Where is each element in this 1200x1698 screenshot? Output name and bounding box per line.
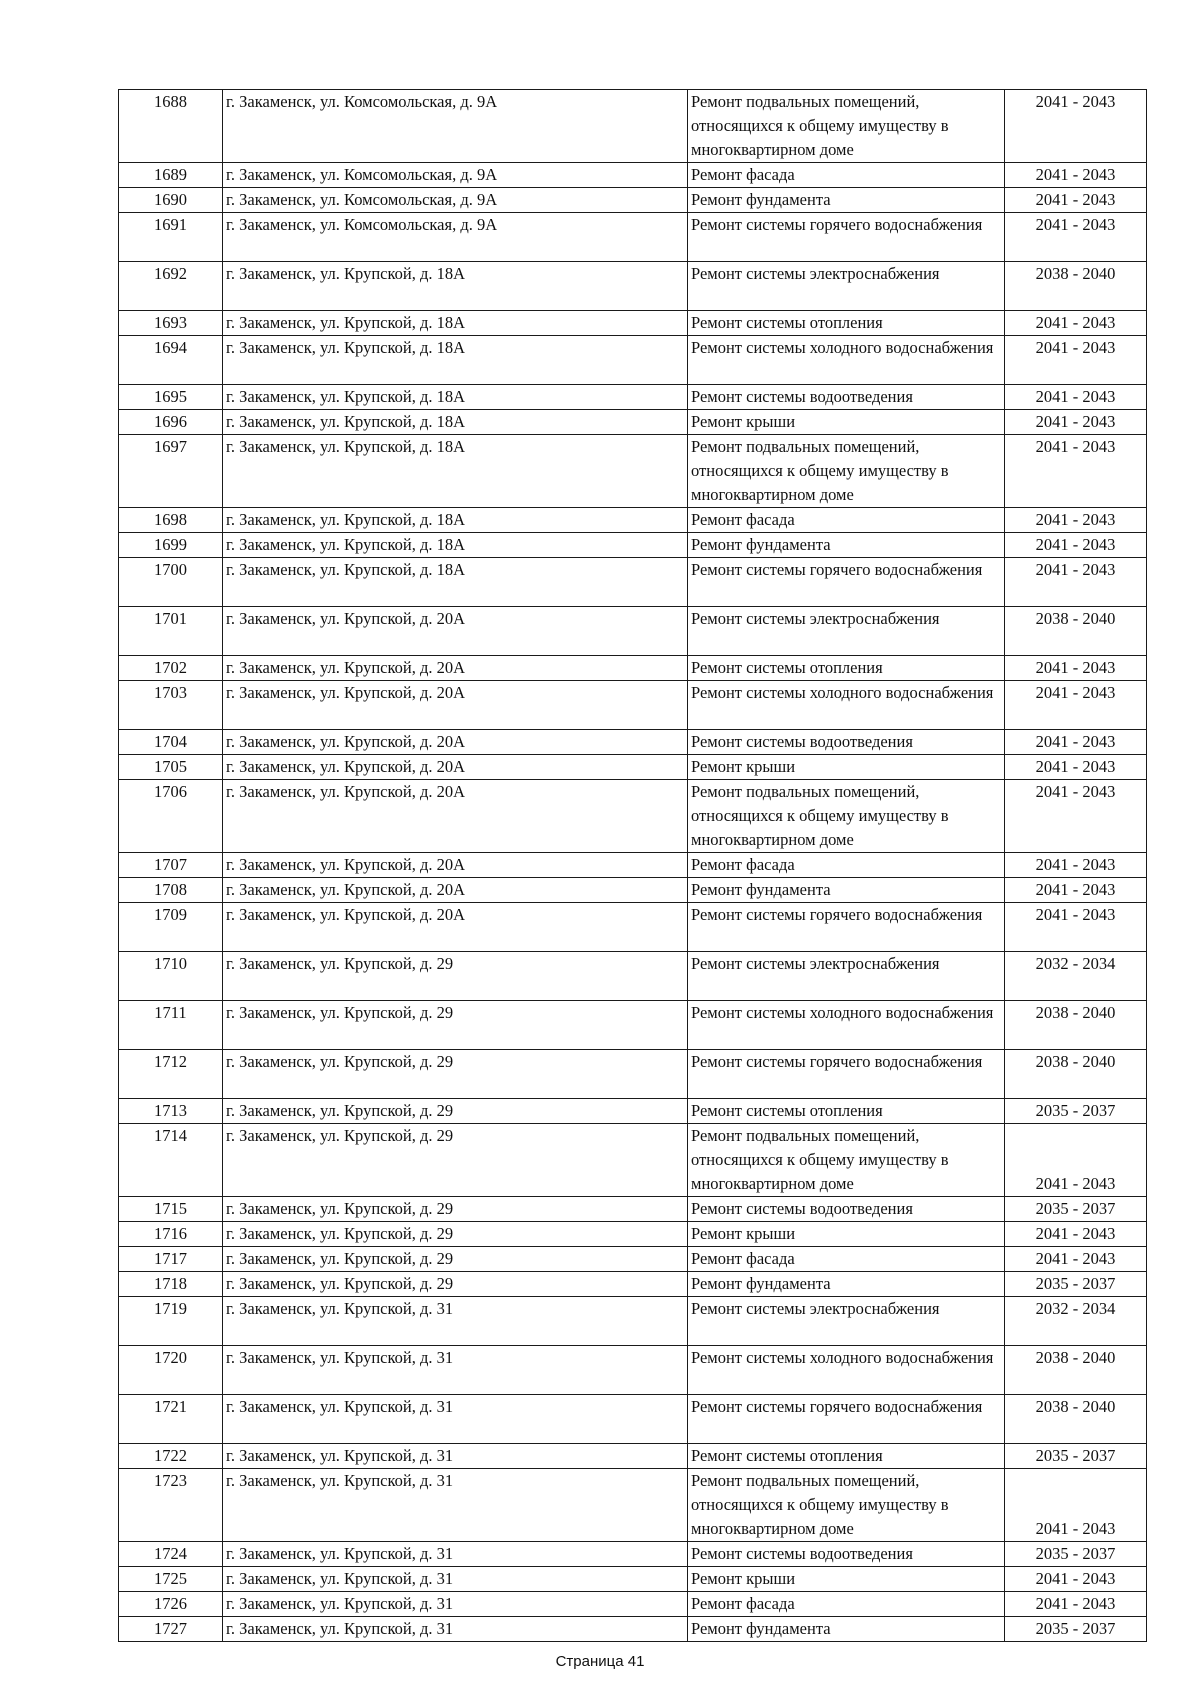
row-address: г. Закаменск, ул. Крупской, д. 31 [223, 1395, 688, 1444]
row-number: 1726 [119, 1592, 223, 1617]
row-period: 2035 - 2037 [1005, 1099, 1147, 1124]
row-address: г. Закаменск, ул. Крупской, д. 18А [223, 385, 688, 410]
row-work-type: Ремонт крыши [688, 1567, 1005, 1592]
row-address: г. Закаменск, ул. Крупской, д. 29 [223, 1001, 688, 1050]
row-work-type: Ремонт системы горячего водоснабжения [688, 213, 1005, 262]
row-work-type: Ремонт системы холодного водоснабжения [688, 336, 1005, 385]
table-row [119, 262, 1147, 311]
row-work-type: Ремонт фундамента [688, 533, 1005, 558]
table-row [119, 336, 1147, 385]
row-number: 1725 [119, 1567, 223, 1592]
row-number: 1720 [119, 1346, 223, 1395]
row-work-type: Ремонт системы электроснабжения [688, 952, 1005, 1001]
row-number: 1709 [119, 903, 223, 952]
row-period: 2035 - 2037 [1005, 1197, 1147, 1222]
row-work-type: Ремонт фасада [688, 508, 1005, 533]
row-period: 2041 - 2043 [1005, 1247, 1147, 1272]
table-row [119, 1222, 1147, 1247]
row-address: г. Закаменск, ул. Крупской, д. 20А [223, 755, 688, 780]
row-number: 1717 [119, 1247, 223, 1272]
row-number: 1719 [119, 1297, 223, 1346]
row-work-type: Ремонт системы горячего водоснабжения [688, 558, 1005, 607]
row-address: г. Закаменск, ул. Крупской, д. 20А [223, 730, 688, 755]
row-work-type: Ремонт фундамента [688, 878, 1005, 903]
table-row [119, 213, 1147, 262]
row-work-type: Ремонт подвальных помещений, относящихся к общему имуществу в многоквартирном доме [688, 780, 1005, 853]
row-number: 1690 [119, 188, 223, 213]
row-number: 1694 [119, 336, 223, 385]
row-period: 2038 - 2040 [1005, 1001, 1147, 1050]
row-number: 1695 [119, 385, 223, 410]
row-address: г. Закаменск, ул. Крупской, д. 20А [223, 607, 688, 656]
table-row [119, 1050, 1147, 1099]
row-work-type: Ремонт системы холодного водоснабжения [688, 1001, 1005, 1050]
row-work-type: Ремонт системы отопления [688, 1444, 1005, 1469]
table-row [119, 681, 1147, 730]
row-period: 2035 - 2037 [1005, 1617, 1147, 1642]
row-work-type: Ремонт крыши [688, 755, 1005, 780]
row-period: 2041 - 2043 [1005, 878, 1147, 903]
row-work-type: Ремонт крыши [688, 1222, 1005, 1247]
row-work-type: Ремонт системы отопления [688, 656, 1005, 681]
row-period: 2041 - 2043 [1005, 311, 1147, 336]
table-row [119, 1346, 1147, 1395]
row-address: г. Закаменск, ул. Комсомольская, д. 9А [223, 90, 688, 163]
table-row [119, 188, 1147, 213]
table-row [119, 1567, 1147, 1592]
table-row [119, 90, 1147, 163]
row-address: г. Закаменск, ул. Крупской, д. 31 [223, 1567, 688, 1592]
row-work-type: Ремонт системы электроснабжения [688, 607, 1005, 656]
row-period: 2041 - 2043 [1005, 1469, 1147, 1542]
row-number: 1707 [119, 853, 223, 878]
row-work-type: Ремонт фасада [688, 1247, 1005, 1272]
row-work-type: Ремонт подвальных помещений, относящихся к общему имуществу в многоквартирном доме [688, 1469, 1005, 1542]
row-number: 1721 [119, 1395, 223, 1444]
table-row [119, 385, 1147, 410]
row-work-type: Ремонт системы электроснабжения [688, 262, 1005, 311]
row-address: г. Закаменск, ул. Крупской, д. 20А [223, 656, 688, 681]
row-number: 1706 [119, 780, 223, 853]
table-row [119, 1617, 1147, 1642]
row-address: г. Закаменск, ул. Крупской, д. 18А [223, 336, 688, 385]
table-row [119, 1469, 1147, 1542]
row-number: 1708 [119, 878, 223, 903]
row-work-type: Ремонт фундамента [688, 1617, 1005, 1642]
row-work-type: Ремонт системы отопления [688, 311, 1005, 336]
row-period: 2041 - 2043 [1005, 656, 1147, 681]
row-address: г. Закаменск, ул. Комсомольская, д. 9А [223, 188, 688, 213]
row-number: 1723 [119, 1469, 223, 1542]
table-row [119, 558, 1147, 607]
row-address: г. Закаменск, ул. Крупской, д. 29 [223, 1272, 688, 1297]
row-address: г. Закаменск, ул. Крупской, д. 31 [223, 1542, 688, 1567]
row-work-type: Ремонт фасада [688, 1592, 1005, 1617]
row-work-type: Ремонт подвальных помещений, относящихся к общему имуществу в многоквартирном доме [688, 1124, 1005, 1197]
row-address: г. Закаменск, ул. Крупской, д. 20А [223, 903, 688, 952]
row-period: 2041 - 2043 [1005, 90, 1147, 163]
row-address: г. Закаменск, ул. Крупской, д. 29 [223, 1222, 688, 1247]
table-row [119, 1592, 1147, 1617]
row-number: 1693 [119, 311, 223, 336]
row-address: г. Закаменск, ул. Крупской, д. 29 [223, 1124, 688, 1197]
row-number: 1689 [119, 163, 223, 188]
row-period: 2038 - 2040 [1005, 1395, 1147, 1444]
row-number: 1697 [119, 435, 223, 508]
row-period: 2038 - 2040 [1005, 1346, 1147, 1395]
row-period: 2041 - 2043 [1005, 213, 1147, 262]
row-address: г. Закаменск, ул. Крупской, д. 29 [223, 1247, 688, 1272]
table-row [119, 755, 1147, 780]
table-row [119, 952, 1147, 1001]
row-number: 1712 [119, 1050, 223, 1099]
row-address: г. Закаменск, ул. Крупской, д. 29 [223, 1197, 688, 1222]
row-work-type: Ремонт системы отопления [688, 1099, 1005, 1124]
row-address: г. Закаменск, ул. Комсомольская, д. 9А [223, 213, 688, 262]
row-number: 1724 [119, 1542, 223, 1567]
row-work-type: Ремонт системы электроснабжения [688, 1297, 1005, 1346]
row-period: 2032 - 2034 [1005, 1297, 1147, 1346]
row-period: 2035 - 2037 [1005, 1444, 1147, 1469]
table-row [119, 607, 1147, 656]
row-number: 1705 [119, 755, 223, 780]
table-row [119, 435, 1147, 508]
table-row [119, 533, 1147, 558]
row-address: г. Закаменск, ул. Крупской, д. 31 [223, 1469, 688, 1542]
row-period: 2041 - 2043 [1005, 410, 1147, 435]
row-address: г. Закаменск, ул. Крупской, д. 18А [223, 435, 688, 508]
row-address: г. Закаменск, ул. Крупской, д. 18А [223, 262, 688, 311]
row-work-type: Ремонт системы водоотведения [688, 730, 1005, 755]
table-row [119, 1542, 1147, 1567]
row-address: г. Закаменск, ул. Крупской, д. 31 [223, 1444, 688, 1469]
row-address: г. Закаменск, ул. Крупской, д. 18А [223, 533, 688, 558]
table-row [119, 1272, 1147, 1297]
row-address: г. Закаменск, ул. Крупской, д. 31 [223, 1297, 688, 1346]
row-address: г. Закаменск, ул. Крупской, д. 29 [223, 952, 688, 1001]
row-number: 1714 [119, 1124, 223, 1197]
row-period: 2041 - 2043 [1005, 1222, 1147, 1247]
table-row [119, 1395, 1147, 1444]
row-work-type: Ремонт фасада [688, 163, 1005, 188]
table-row [119, 410, 1147, 435]
table-row [119, 163, 1147, 188]
row-number: 1718 [119, 1272, 223, 1297]
row-number: 1703 [119, 681, 223, 730]
row-address: г. Закаменск, ул. Комсомольская, д. 9А [223, 163, 688, 188]
row-period: 2041 - 2043 [1005, 435, 1147, 508]
page-number-footer: Страница 41 [555, 1653, 645, 1670]
row-work-type: Ремонт системы горячего водоснабжения [688, 1395, 1005, 1444]
row-number: 1691 [119, 213, 223, 262]
row-work-type: Ремонт системы холодного водоснабжения [688, 1346, 1005, 1395]
table-row [119, 730, 1147, 755]
row-period: 2041 - 2043 [1005, 163, 1147, 188]
row-number: 1710 [119, 952, 223, 1001]
row-work-type: Ремонт фундамента [688, 1272, 1005, 1297]
row-period: 2041 - 2043 [1005, 558, 1147, 607]
table-row [119, 1099, 1147, 1124]
table-row [119, 780, 1147, 853]
row-period: 2041 - 2043 [1005, 853, 1147, 878]
row-period: 2041 - 2043 [1005, 508, 1147, 533]
row-address: г. Закаменск, ул. Крупской, д. 18А [223, 558, 688, 607]
row-number: 1699 [119, 533, 223, 558]
row-address: г. Закаменск, ул. Крупской, д. 20А [223, 878, 688, 903]
row-address: г. Закаменск, ул. Крупской, д. 20А [223, 853, 688, 878]
row-period: 2041 - 2043 [1005, 903, 1147, 952]
row-number: 1711 [119, 1001, 223, 1050]
table-row [119, 1247, 1147, 1272]
row-period: 2032 - 2034 [1005, 952, 1147, 1001]
row-number: 1700 [119, 558, 223, 607]
row-number: 1713 [119, 1099, 223, 1124]
row-period: 2041 - 2043 [1005, 755, 1147, 780]
table-row [119, 508, 1147, 533]
row-number: 1698 [119, 508, 223, 533]
row-number: 1727 [119, 1617, 223, 1642]
table-row [119, 1124, 1147, 1197]
row-work-type: Ремонт подвальных помещений, относящихся к общему имуществу в многоквартирном доме [688, 435, 1005, 508]
row-number: 1704 [119, 730, 223, 755]
row-address: г. Закаменск, ул. Крупской, д. 31 [223, 1617, 688, 1642]
repair-schedule-table [118, 89, 1147, 1642]
table-row [119, 1444, 1147, 1469]
row-period: 2038 - 2040 [1005, 607, 1147, 656]
row-period: 2041 - 2043 [1005, 188, 1147, 213]
row-address: г. Закаменск, ул. Крупской, д. 18А [223, 311, 688, 336]
table-row [119, 1001, 1147, 1050]
row-address: г. Закаменск, ул. Крупской, д. 29 [223, 1099, 688, 1124]
row-number: 1715 [119, 1197, 223, 1222]
row-period: 2035 - 2037 [1005, 1272, 1147, 1297]
table-row [119, 1197, 1147, 1222]
table-row [119, 656, 1147, 681]
row-work-type: Ремонт системы горячего водоснабжения [688, 903, 1005, 952]
row-number: 1716 [119, 1222, 223, 1247]
table-row [119, 1297, 1147, 1346]
row-period: 2035 - 2037 [1005, 1542, 1147, 1567]
table-row [119, 853, 1147, 878]
table-row [119, 903, 1147, 952]
row-work-type: Ремонт системы водоотведения [688, 385, 1005, 410]
row-address: г. Закаменск, ул. Крупской, д. 20А [223, 681, 688, 730]
row-period: 2041 - 2043 [1005, 780, 1147, 853]
row-number: 1722 [119, 1444, 223, 1469]
table-row [119, 878, 1147, 903]
row-period: 2041 - 2043 [1005, 385, 1147, 410]
row-work-type: Ремонт фундамента [688, 188, 1005, 213]
row-address: г. Закаменск, ул. Крупской, д. 31 [223, 1592, 688, 1617]
row-work-type: Ремонт системы холодного водоснабжения [688, 681, 1005, 730]
row-period: 2041 - 2043 [1005, 681, 1147, 730]
row-address: г. Закаменск, ул. Крупской, д. 18А [223, 508, 688, 533]
row-number: 1696 [119, 410, 223, 435]
row-address: г. Закаменск, ул. Крупской, д. 29 [223, 1050, 688, 1099]
row-period: 2041 - 2043 [1005, 1567, 1147, 1592]
table-row [119, 311, 1147, 336]
row-period: 2038 - 2040 [1005, 1050, 1147, 1099]
row-period: 2038 - 2040 [1005, 262, 1147, 311]
row-number: 1701 [119, 607, 223, 656]
row-number: 1702 [119, 656, 223, 681]
row-period: 2041 - 2043 [1005, 336, 1147, 385]
row-work-type: Ремонт системы горячего водоснабжения [688, 1050, 1005, 1099]
row-number: 1692 [119, 262, 223, 311]
row-period: 2041 - 2043 [1005, 1592, 1147, 1617]
row-work-type: Ремонт фасада [688, 853, 1005, 878]
row-period: 2041 - 2043 [1005, 1124, 1147, 1197]
row-period: 2041 - 2043 [1005, 533, 1147, 558]
row-address: г. Закаменск, ул. Крупской, д. 18А [223, 410, 688, 435]
row-address: г. Закаменск, ул. Крупской, д. 20А [223, 780, 688, 853]
row-period: 2041 - 2043 [1005, 730, 1147, 755]
row-work-type: Ремонт подвальных помещений, относящихся к общему имуществу в многоквартирном доме [688, 90, 1005, 163]
row-work-type: Ремонт крыши [688, 410, 1005, 435]
row-number: 1688 [119, 90, 223, 163]
row-work-type: Ремонт системы водоотведения [688, 1542, 1005, 1567]
row-work-type: Ремонт системы водоотведения [688, 1197, 1005, 1222]
row-address: г. Закаменск, ул. Крупской, д. 31 [223, 1346, 688, 1395]
